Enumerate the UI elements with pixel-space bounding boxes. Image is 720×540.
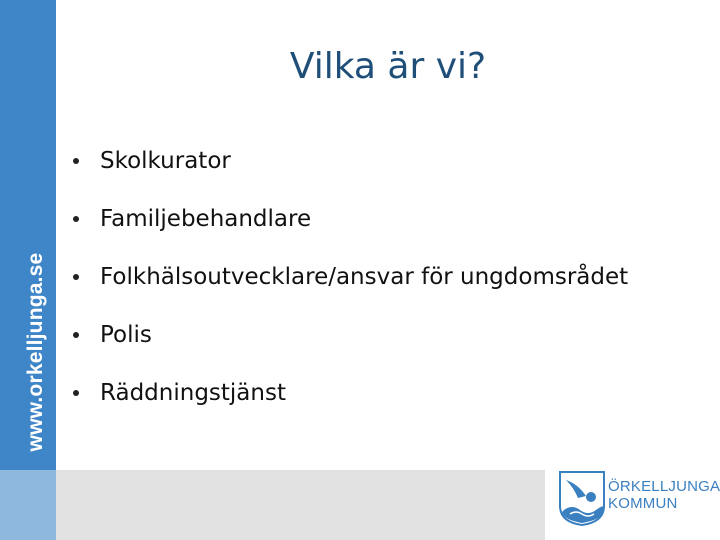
side-url-text: www.orkelljunga.se (24, 252, 47, 452)
municipal-crest-icon (556, 470, 608, 526)
bullet-dot-icon (73, 332, 79, 338)
bullet-text: Familjebehandlare (100, 206, 312, 232)
slide-title: Vilka är vi? (289, 46, 487, 87)
bullet-dot-icon (73, 274, 79, 280)
bullet-text: Polis (100, 322, 152, 348)
bullet-text: Folkhälsoutvecklare/ansvar för ungdomsrådet (100, 264, 629, 290)
logo-line-2: KOMMUN (608, 495, 678, 512)
bullet-dot-icon (73, 390, 79, 396)
logo-text (608, 478, 720, 512)
side-band-footer (0, 470, 56, 540)
bullet-text: Räddningstjänst (100, 380, 286, 406)
bullet-dot-icon (73, 216, 79, 222)
bottom-band (56, 470, 545, 540)
bullet-text: Skolkurator (100, 148, 231, 174)
logo-line-1: ÖRKELLJUNGA (608, 478, 720, 495)
orkelljunga-logo (556, 470, 720, 526)
bullet-dot-icon (73, 158, 79, 164)
